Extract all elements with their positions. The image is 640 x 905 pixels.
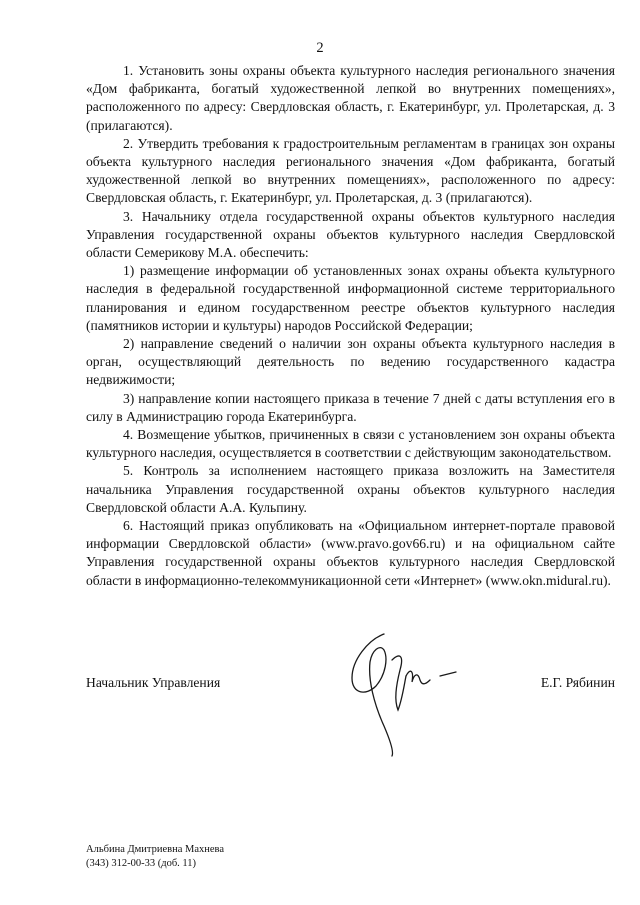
paragraph-3: 3. Начальнику отдела государственной охраны объектов культурного наследия Управления государственной охраны объектов культурного наследия Свердловской области Семерикову М.А. обеспечить: — [86, 208, 615, 261]
page-number: 2 — [316, 40, 324, 56]
paragraph-1: 1. Установить зоны охраны объекта культурного наследия регионального значения «Дом фабриканта, богатый художественной лепкой во внутренних помещениях», расположенного по адресу: Свердловская область, г. Екатеринбург, ул. Пролетарская, д. 3 (прилагаются). — [86, 63, 615, 133]
signer-name: Е.Г. Рябинин — [540, 675, 615, 690]
paragraph-3-item-1: 1) размещение информации об установленных зонах охраны объекта культурного наследия в федеральной государственной информационной системе территориального планирования и едином государственном реестре объектов культурного наследия (памятников истории и культуры) народов Российской Федерации; — [86, 263, 615, 333]
contact-phone: (343) 312-00-33 (доб. 11) — [86, 858, 197, 869]
paragraph-2: 2. Утвердить требования к градостроительным регламентам в границах зон охраны объекта культурного наследия регионального значения «Дом фабриканта, богатый художественной лепкой во внутренних помещениях», расположенного по адресу: Свердловская область, г. Екатеринбург, ул. Пролетарская, д. 3 (прилагаются). — [86, 135, 615, 206]
paragraph-6: 6. Настоящий приказ опубликовать на «Официальном интернет-портале правовой информации Свердловской области» (www.pravo.gov66.ru) и на официальном сайте Управления государственной охраны объектов культурного наследия Свердловской области в информационно-телекоммуникационной сети «Интернет» (www.okn.midural.ru). — [86, 518, 615, 588]
paragraph-4: 4. Возмещение убытков, причиненных в связи с установлением зон охраны объекта культурного наследия, осуществляется в соответствии с действующим законодательством. — [86, 427, 615, 461]
paragraph-3-item-2: 2) направление сведений о наличии зон охраны объекта культурного наследия в орган, осуществляющий деятельность по ведению государственного кадастра недвижимости; — [86, 336, 615, 388]
paragraph-5: 5. Контроль за исполнением настоящего приказа возложить на Заместителя начальника Управления государственной охраны объектов культурного наследия Свердловской области А.А. Кульпину. — [86, 463, 615, 515]
signer-title: Начальник Управления — [86, 675, 221, 690]
contact-info — [86, 843, 224, 871]
paragraph-3-item-3: 3) направление копии настоящего приказа в течение 7 дней с даты вступления его в силу в Администрацию города Екатеринбурга. — [86, 390, 615, 424]
signature-block — [86, 675, 615, 695]
contact-person: Альбина Дмитриевна Махнева — [86, 844, 225, 855]
order-body — [86, 62, 615, 590]
